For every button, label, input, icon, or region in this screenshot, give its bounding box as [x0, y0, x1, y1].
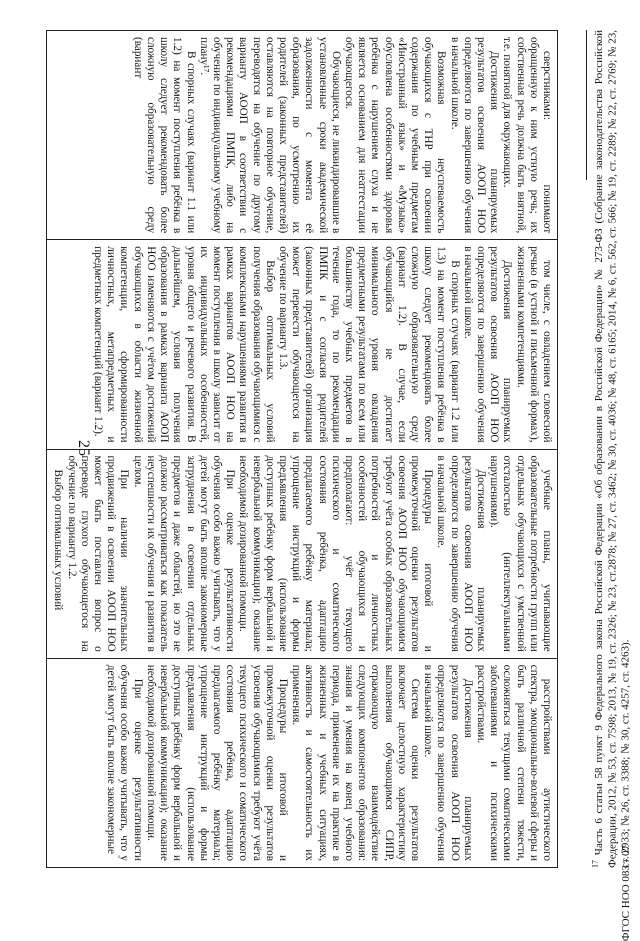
table-row — [47, 31, 558, 868]
paragraph: При оценке результативности обучения особо важно учитывать, что у детей могут быть вполне закономерные — [105, 664, 144, 861]
paragraph: Выбор оптимальных условий получения образования обучающимися с комплексными нарушениями развития в рамках вариантов АООП НОО на момент поступления в школу зависит от их индивидуальных особенностей, уровня общего и речевого развития. В дальнейшем, условия получения образования в рамках варианта АООП НОО изменяются с учётом достижений обучающихся в области жизненной компетенции, сформированности личностных, метапредметных и предметных компетенций (вариант 1.2). — [92, 246, 276, 443]
paragraph: В спорных случаях (вариант 1.1 или 1.2) на момент поступления ребёнка в школу следует рекомендовать более сложную образовательную среду (вариант — [131, 37, 197, 234]
column-cell-3 — [47, 449, 558, 658]
paragraph: Достижения планируемых результатов освоения АООП НОО определяются по завершению обучения в начальной школе. — [422, 664, 474, 861]
paragraph: Достижения планируемых результатов освоения АООП НОО определяются по завершению обучения в начальной школе. — [461, 246, 514, 443]
paragraph: Процедуры итоговой и промежуточной оценки результатов освоения АООП НОО обучающимися требуют учёта особых образовательных потребностей и личностных особенностей обучающихся и предполагают: учёт текущего психического и соматического состояния ребёнка, адаптацию предлагаемого ребёнку материала; упрощение инструкций и формы предъявления (использование доступных ребёнку форм вербальной и невербальной коммуникации); оказание необходимой дозированной помощи. — [237, 455, 435, 652]
paragraph: сверстниками: понимают обращенную к ним устную речь; их собственная речь должна быть внятной, т.е. понятной для окружающих. — [501, 37, 553, 234]
column-cell-2 — [47, 240, 558, 449]
paragraph: Процедуры итоговой и промежуточной оценки результатов усвоения обучающимися требуют учёта текущего психического и соматического состояния ребёнка, адаптацию предлагаемого ребёнку материала; упрощение инструкций и формы предъявления (использование доступных ребёнку форм вербальной и невербальной коммуникации); оказание необходимой дозированной помощи. — [144, 664, 289, 861]
paragraph: В спорных случаях (вариант 1.2 или 1.3) на момент поступления ребёнка в школу следует рекомендовать более сложную образовательную среду (вариант 1.2). В случае, если обучающийся не достигает минимального уровня овладения предметными результатами по всем или большинству учебных предметов в течение года, то по рекомендации ПМПК и с согласия родителей (законных представителей) организация может перевести обучающегося на обучение по варианту 1.3. — [276, 246, 461, 443]
footnote-divider — [586, 30, 587, 180]
paragraph: Достижения планируемых результатов освоения АООП НОО определяются по завершению обучения в начальной школе. — [448, 37, 501, 234]
paragraph: Выбор оптимальных условий — [52, 469, 65, 611]
column-cell-4 — [47, 658, 558, 867]
footnote — [588, 30, 632, 868]
paragraph: расстройствами аутистического спектра, эмоционально-волевой сферы и быть различной степени тяжести, осложняться текущими соматическими заболеваниями и психическими расстройствами. — [474, 664, 553, 861]
paragraph: Достижения планируемых результатов освоения АООП НОО определяются по завершению обучения в начальной школе. — [435, 455, 487, 652]
footnote-text: Часть 6 статьи 58 пункт 9 Федерального закона Российской Федерации «Об образовании в Российской Федерации» № 273-ФЗ (Собрание законодательства Российской Федерации, 2012, № 53, ст. 7598; 2013, № 19, ст. 2326; № 23, ст.2878; № 27, ст. 3462; № 30, ст. 4036; № 48, ст. 6165; 2014, № 6, ст. 562, ст. 566; № 19, ст. 2289; № 22, ст. 2769; № 23, ст. 2933; № 26, ст. 3388; № 30, ст. 4257, ст. 4263). — [593, 29, 631, 868]
requirements-table — [46, 30, 558, 868]
page-number: 25 — [75, 440, 92, 456]
footnote-marker: 17 — [590, 860, 600, 868]
paragraph: Возможная неуспеваемость обучающихся с ТНР при освоении содержания по учебным предметам «Иностранный язык» и «Музыка» обусловлена особенностями здоровья ребёнка с нарушением слуха и не является основанием для неаттестации обучающегося. — [342, 37, 448, 234]
paragraph: том числе, с овладением словесной речью (в устной и письменной формах), жизненными компетенциями. — [514, 246, 553, 443]
column-cell-1 — [47, 31, 558, 240]
paragraph: Система оценки результатов включает целостную характеристику выполнения обучающимся СИПР, отражающую взаимодействие следующих компонентов образования: знания и умения на конец учебного периода, применение их на практике в жизненных и учебных ситуациях, активность и самостоятельность их применения. — [290, 664, 421, 861]
paragraph: При оценке результативности обучения особо важно учитывать, что у детей могут быть вполне закономерные затруднения в освоении отдельных предметов и даже областей, но это не должно рассматриваться как показатель неуспешности их обучения и развития в целом. — [131, 455, 237, 652]
paragraph: Обучающиеся, не ликвидировавшие в установленные сроки академической задолженности с момента её образования, по усмотрению их родителей (законных представителей) оставляются на повторное обучение, переводятся на обучение по другому варианту АООП в соответствии с рекомендациями ПМПК, либо на обучение по индивидуальному учебному плану¹⁷. — [197, 37, 342, 234]
paragraph: учебные планы, учитывающие образовательные потребности групп или отдельных обучающихся с умственной отсталостью (интеллектуальными нарушениями). — [488, 455, 553, 652]
document-code: ФГОС НОО 083 - 07 — [620, 845, 632, 941]
paragraph: При наличии значительных продвижений в освоении АООП НОО может быть поставлен вопрос о переводе глухого обучающегося на обучение по варианту 1.2. — [65, 455, 131, 652]
